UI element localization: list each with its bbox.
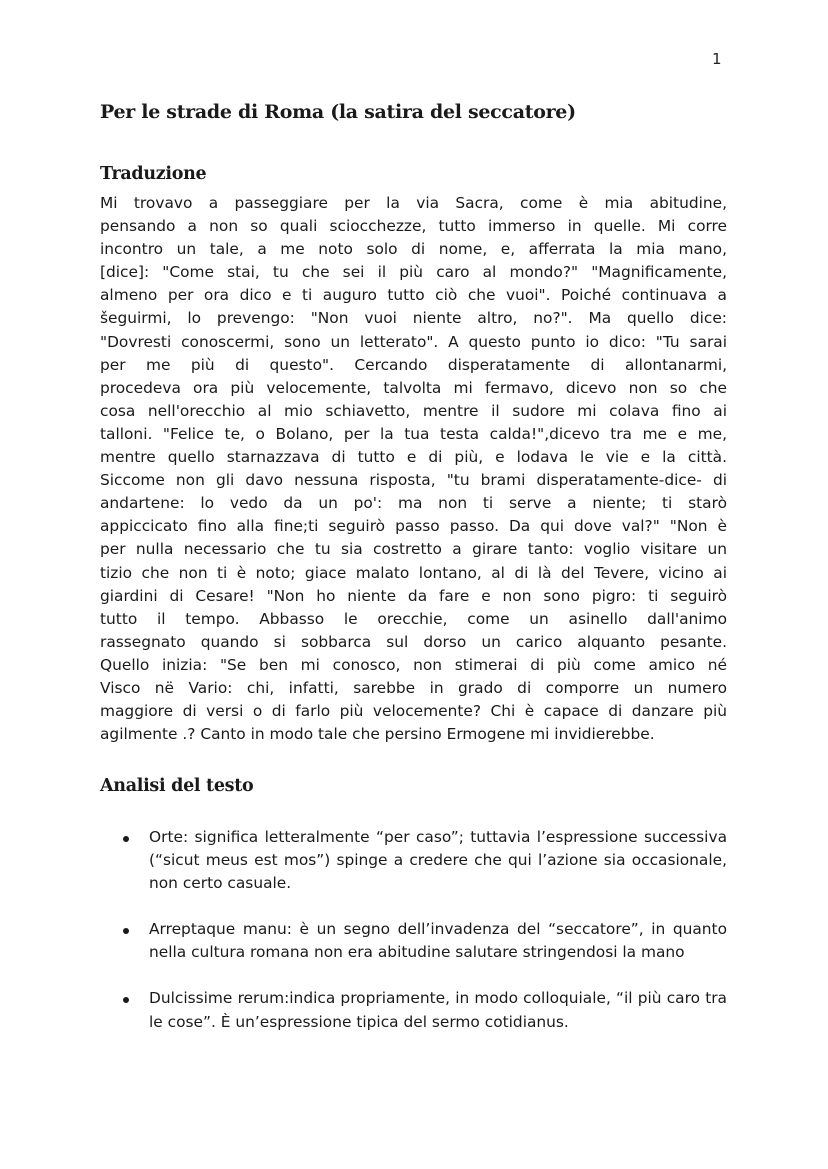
translation-line: maggiore di versi o di farlo più velocemente? Chi è capace di danzare più: [100, 702, 727, 721]
page-number: 1: [712, 50, 722, 68]
translation-line: Siccome non gli davo nessuna risposta, "tu brami disperatamente-dice- di: [100, 471, 727, 490]
translation-line: talloni. "Felice te, o Bolano, per la tua testa calda!",dicevo tra me e me,: [100, 424, 727, 443]
analysis-item-text: Arreptaque manu: è un segno dell’invadenza del “seccatore”, in quanto nella cultura romana non era abitudine salutare stringendosi la mano: [149, 920, 727, 962]
translation-line: giardini di Cesare! "Non ho niente da fare e non sono pigro: ti seguirò: [100, 586, 727, 605]
translation-line: incontro un tale, a me noto solo di nome, e, afferrata la mia mano,: [100, 240, 727, 259]
translation-line: cosa nell'orecchio al mio schiavetto, mentre il sudore mi colava fino ai: [100, 401, 727, 420]
translation-line: andartene: lo vedo da un po': ma non ti serve a niente; ti starò: [100, 494, 727, 513]
analysis-item: [100, 826, 727, 895]
analysis-heading: Analisi del testo: [100, 776, 254, 796]
translation-line: appiccicato fino alla fine;ti seguirò passo passo. Da qui dove val?" "Non è: [100, 517, 727, 536]
translation-line: agilmente .? Canto in modo tale che persino Ermogene mi invidierebbe.: [100, 725, 655, 744]
translation-line: šeguirmi, lo prevengo: "Non vuoi niente altro, no?". Ma quello dice:: [100, 309, 727, 328]
analysis-item-text: Dulcissime rerum:indica propriamente, in modo colloquiale, “il più caro tra le cose”. È un’espressione tipica del sermo cotidianus.: [149, 989, 727, 1031]
analysis-item-text: Orte: significa letteralmente “per caso”; tuttavia l’espressione successiva (“sicut meus est mos”) spinge a credere che qui l’azione sia occasionale, non certo casuale.: [149, 828, 727, 893]
translation-line: tutto il tempo. Abbasso le orecchie, come un asinello dall'animo: [100, 609, 727, 628]
document-title: Per le strade di Roma (la satira del seccatore): [100, 101, 576, 123]
translation-line: [dice]: "Come stai, tu che sei il più caro al mondo?" "Magnificamente,: [100, 263, 727, 282]
translation-line: Mi trovavo a passeggiare per la via Sacra, come è mia abitudine,: [100, 194, 727, 212]
translation-line: rassegnato quando si sobbarca sul dorso un carico alquanto pesante.: [100, 632, 727, 651]
translation-line: per nulla necessario che tu sia costretto a girare tanto: voglio visitare un: [100, 540, 727, 559]
translation-line: almeno per ora dico e ti auguro tutto ciò che vuoi". Poiché continuava a: [100, 286, 727, 305]
translation-line: Quello inizia: "Se ben mi conosco, non stimerai di più come amico né: [100, 655, 727, 674]
translation-line: "Dovresti conoscermi, sono un letterato". A questo punto io dico: "Tu sarai: [100, 332, 727, 351]
translation-line: Visco në Vario: chi, infatti, sarebbe in grado di comporre un numero: [100, 678, 727, 697]
translation-line: procedeva ora più velocemente, talvolta mi fermavo, dicevo non so che: [100, 378, 727, 397]
translation-line: pensando a non so quali sciocchezze, tutto immerso in quelle. Mi corre: [100, 217, 727, 236]
bullet-icon: [123, 928, 129, 934]
translation-paragraph: [100, 192, 727, 746]
translation-heading: Traduzione: [100, 164, 207, 184]
analysis-list: [100, 826, 727, 1057]
bullet-icon: [123, 997, 129, 1003]
translation-line: per me più di questo". Cercando disperatamente di allontanarmi,: [100, 355, 727, 374]
analysis-item: [100, 918, 727, 964]
translation-line: mentre quello starnazzava di tutto e di più, e lodava le vie e la città.: [100, 448, 727, 467]
analysis-item: [100, 987, 727, 1033]
translation-line: tizio che non ti è noto; giace malato lontano, al di là del Tevere, vicino ai: [100, 563, 727, 582]
bullet-icon: [123, 836, 129, 842]
